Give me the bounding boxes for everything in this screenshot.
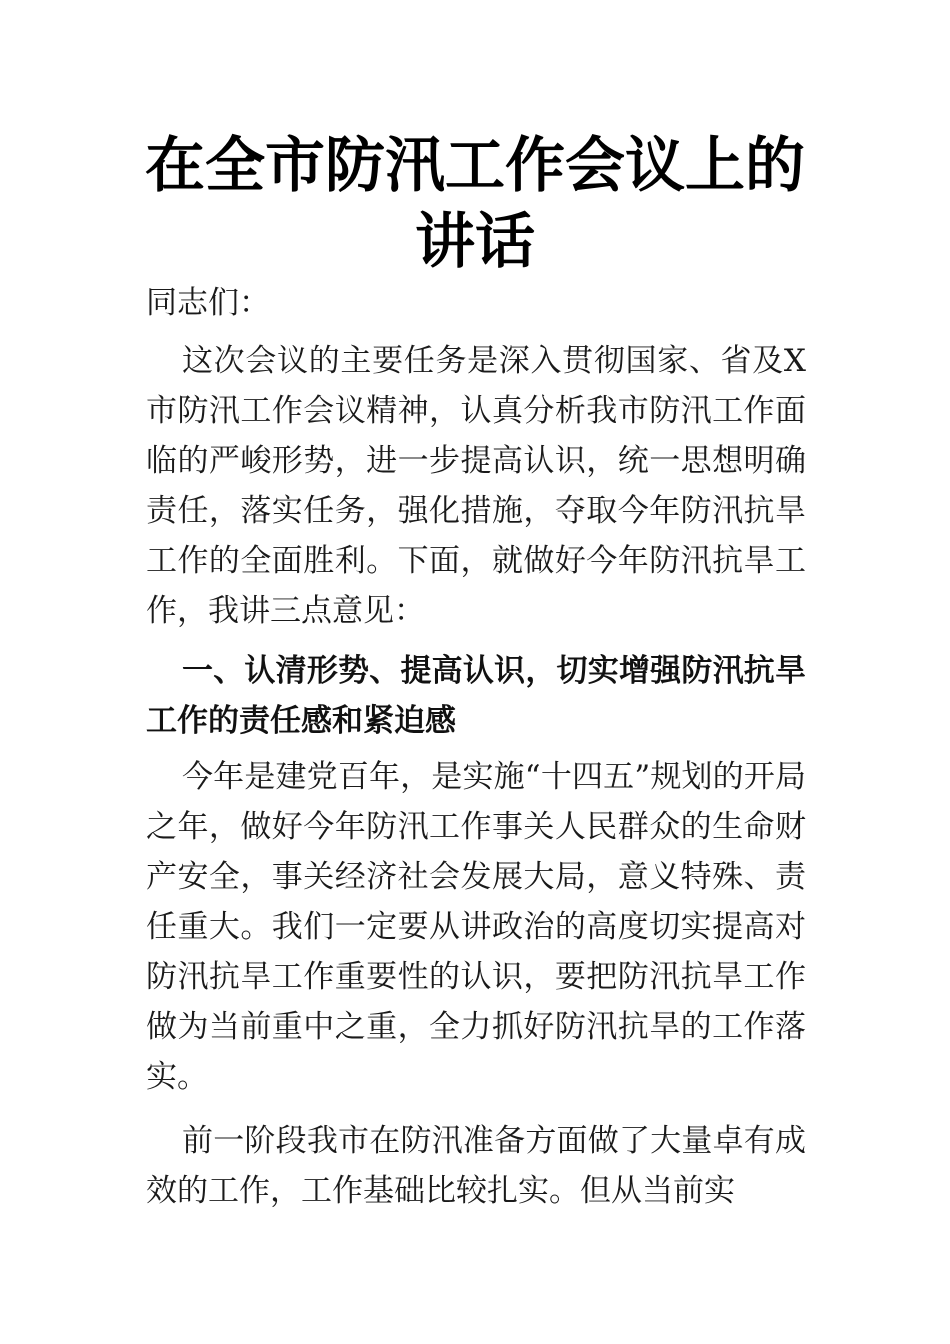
salutation: 同志们： [146, 285, 270, 321]
title-line-1: 在全市防汛工作会议上的 [145, 131, 805, 201]
paragraph-intro: 这次会议的主要任务是深入贯彻国家、省及X市防汛工作会议精神，认真分析我市防汛工作面临的严峻形势，进一步提高认识，统一思想明确责任，落实任务，强化措施，夺取今年防汛抗旱工作的全面胜利。下面，就做好今年防汛抗旱工作，我讲三点意见： [146, 343, 806, 629]
title-line-2: 讲话 [415, 207, 535, 277]
document-title [0, 128, 950, 280]
paragraph-section-1: 今年是建党百年，是实施“十四五”规划的开局之年，做好今年防汛工作事关人民群众的生命财产安全，事关经济社会发展大局，意义特殊、责任重大。我们一定要从讲政治的高度切实提高对防汛抗旱工作重要性的认识，要把防汛抗旱工作做为当前重中之重，全力抓好防汛抗旱的工作落实。 [146, 759, 806, 1095]
section-heading-1: 一、认清形势、提高认识，切实增强防汛抗旱工作的责任感和紧迫感 [146, 653, 806, 739]
document-body [146, 278, 806, 1216]
paragraph-section-1-continued: 前一阶段我市在防汛准备方面做了大量卓有成效的工作，工作基础比较扎实。但从当前实 [146, 1123, 806, 1209]
